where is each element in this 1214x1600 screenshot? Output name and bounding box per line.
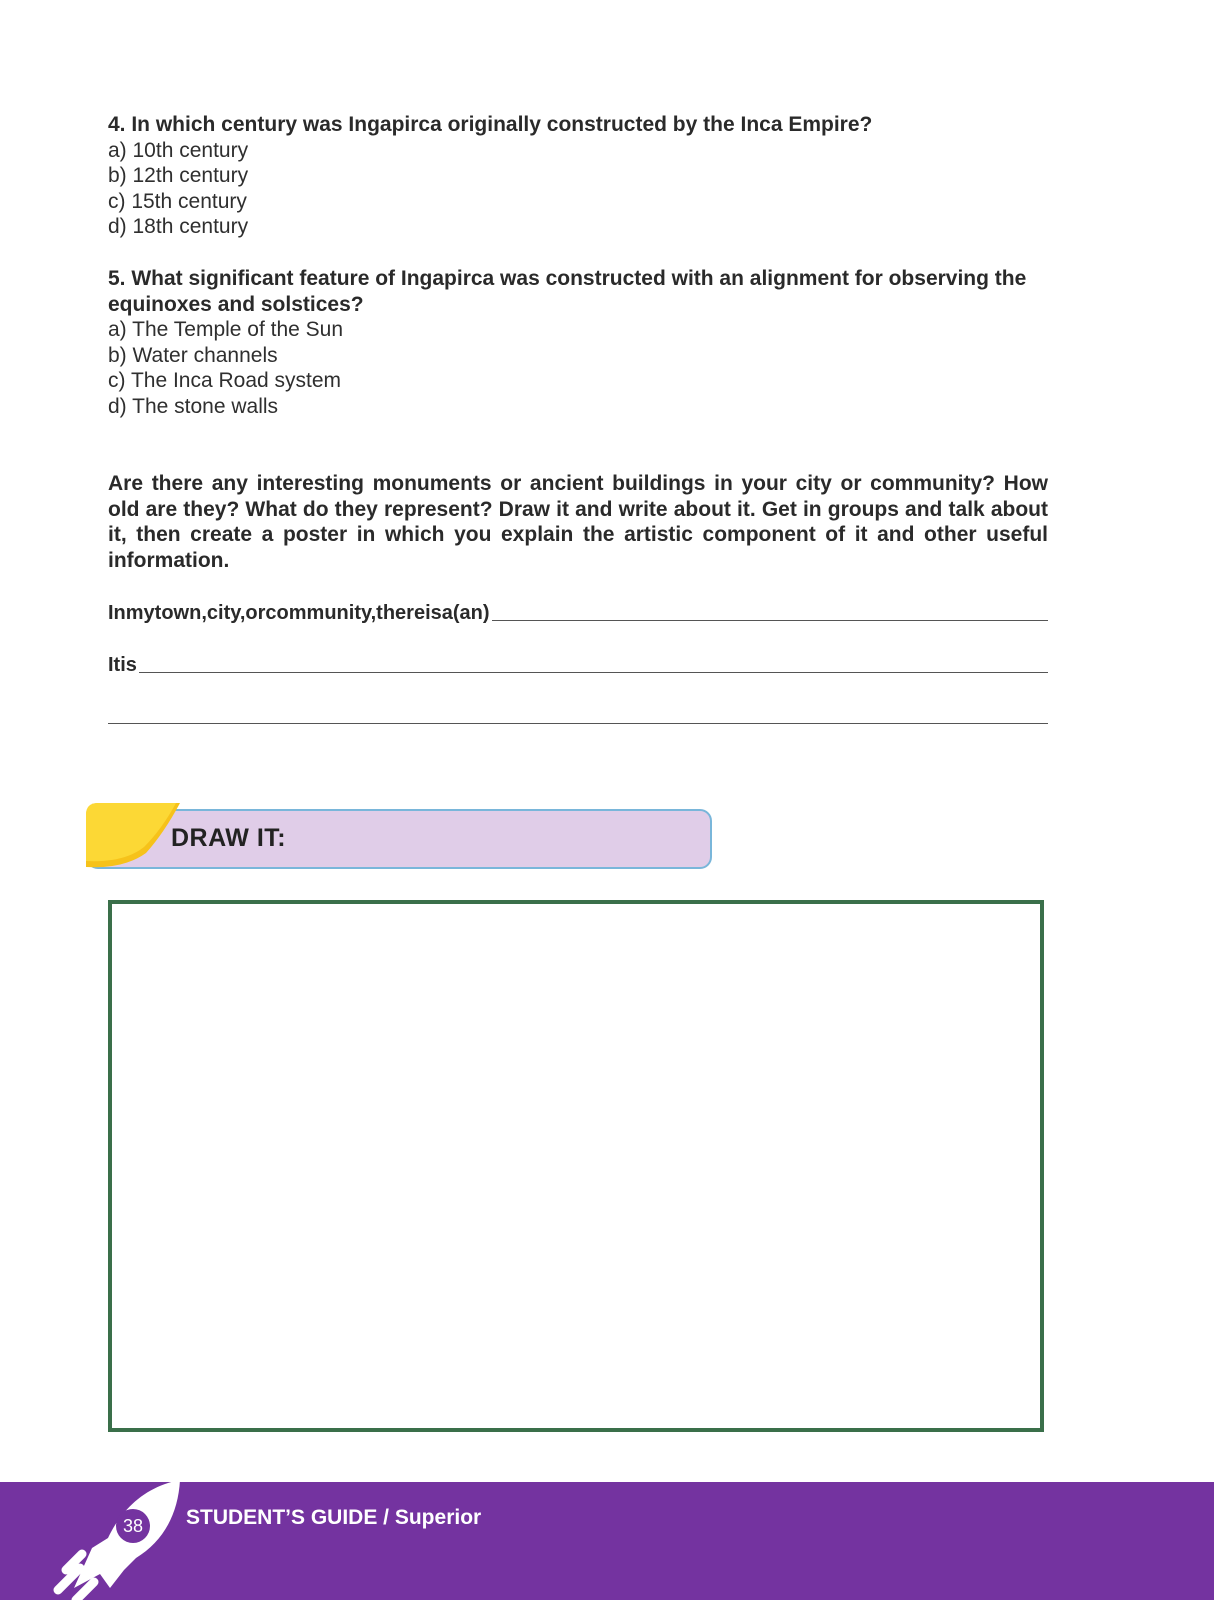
question-4-title: 4. In which century was Ingapirca originally constructed by the Inca Empire? xyxy=(108,113,873,136)
footer-title: STUDENT’S GUIDE / Superior xyxy=(186,1506,482,1529)
activity-prompt: Are there any interesting monuments or ancient buildings in your city or community? How old are they? What do they represent? Draw it and write about it. Get in groups and talk about it, then create a poster in which you explain the artistic component of it and other useful information. xyxy=(108,472,1048,572)
question-5-title: 5. What significant feature of Ingapirca was constructed with an alignment for observing the equinoxes and solstices? xyxy=(108,267,1027,316)
answer-blank-1[interactable] xyxy=(492,600,1048,621)
fill-in-line-3 xyxy=(108,704,1048,728)
question-4-option-a: a) 10th century xyxy=(108,138,249,162)
answer-blank-2[interactable] xyxy=(139,652,1048,673)
question-5 xyxy=(108,266,1048,419)
question-5-option-a: a) The Temple of the Sun xyxy=(108,318,344,341)
question-5-option-b: b) Water channels xyxy=(108,343,278,367)
question-4-option-c: c) 15th century xyxy=(108,189,247,213)
question-4-option-b: b) 12th century xyxy=(108,164,249,187)
fill-in-line-1-label: Inmytown,city,orcommunity,thereisa(an) xyxy=(108,602,490,624)
question-5-option-c: c) The Inca Road system xyxy=(108,369,342,392)
drawing-area[interactable] xyxy=(108,900,1044,1432)
fill-in-line-2 xyxy=(108,652,1048,677)
question-4 xyxy=(108,112,1048,240)
question-4-option-d: d) 18th century xyxy=(108,215,249,238)
fill-in-line-2-label: Itis xyxy=(108,654,137,676)
page-number: 38 xyxy=(116,1509,150,1543)
draw-it-label: DRAW IT: xyxy=(171,824,287,852)
answer-blank-3[interactable] xyxy=(108,703,1048,724)
question-5-option-d: d) The stone walls xyxy=(108,394,279,418)
fill-in-line-1 xyxy=(108,600,1048,625)
